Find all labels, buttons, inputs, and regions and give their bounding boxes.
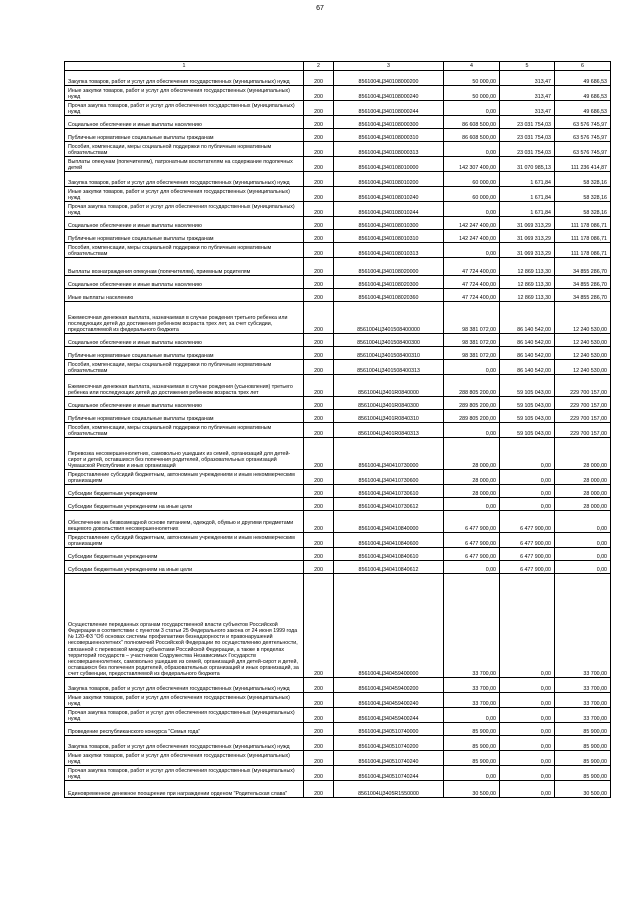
table-row bbox=[65, 101, 611, 116]
row-code-cell: 200 bbox=[304, 142, 334, 157]
row-amount-remaining-cell: 33 700,00 bbox=[555, 678, 611, 693]
row-code-cell: 200 bbox=[304, 276, 334, 289]
row-classification-code-cell: 8561004Ц340510740000 bbox=[334, 723, 444, 736]
row-name-cell: Закупка товаров, работ и услуг для обеспечения государственных (муниципальных) нужд bbox=[65, 678, 304, 693]
table-row bbox=[65, 410, 611, 423]
row-classification-code-cell: 8561004Ц340410730000 bbox=[334, 438, 444, 470]
row-amount-remaining-cell: 33 700,00 bbox=[555, 574, 611, 678]
row-classification-code-cell: 8561004Ц3401R0840300 bbox=[334, 397, 444, 410]
row-amount-remaining-cell: 229 700 157,00 bbox=[555, 410, 611, 423]
table-row bbox=[65, 736, 611, 751]
row-amount-approved-cell: 86 608 500,00 bbox=[444, 129, 500, 142]
row-name-cell: Выплаты вознаграждения опекунам (попечителям), приемным родителям bbox=[65, 258, 304, 276]
row-amount-approved-cell: 289 805 200,00 bbox=[444, 397, 500, 410]
row-code-cell: 200 bbox=[304, 693, 334, 708]
table-row bbox=[65, 347, 611, 360]
row-classification-code-cell: 8561004Ц340108000200 bbox=[334, 71, 444, 86]
row-name-cell: Ежемесячная денежная выплата, назначаемая в случае рождения третьего ребенка или последующих детей до достижения ребенком возраста трех лет, за счет субсидии, предоставляемой из федерального бюджета bbox=[65, 302, 304, 334]
row-amount-approved-cell: 289 805 200,00 bbox=[444, 410, 500, 423]
row-code-cell: 200 bbox=[304, 86, 334, 101]
row-classification-code-cell: 8561004Ц340108000313 bbox=[334, 142, 444, 157]
row-amount-executed-cell: 31 069 313,29 bbox=[500, 230, 555, 243]
row-amount-remaining-cell: 229 700 157,00 bbox=[555, 397, 611, 410]
row-amount-approved-cell: 47 724 400,00 bbox=[444, 289, 500, 302]
row-amount-remaining-cell: 111 236 414,87 bbox=[555, 157, 611, 172]
row-amount-executed-cell: 0,00 bbox=[500, 693, 555, 708]
row-amount-remaining-cell: 0,00 bbox=[555, 548, 611, 561]
row-code-cell: 200 bbox=[304, 302, 334, 334]
table-row bbox=[65, 397, 611, 410]
row-classification-code-cell: 8561004Ц340410730600 bbox=[334, 470, 444, 485]
row-amount-executed-cell: 59 105 043,00 bbox=[500, 423, 555, 438]
row-code-cell: 200 bbox=[304, 751, 334, 766]
row-amount-approved-cell: 142 247 400,00 bbox=[444, 230, 500, 243]
row-amount-approved-cell: 6 477 900,00 bbox=[444, 533, 500, 548]
row-classification-code-cell: 8561004Ц340510740200 bbox=[334, 736, 444, 751]
row-name-cell: Субсидии бюджетным учреждениям на иные цели bbox=[65, 561, 304, 574]
row-amount-approved-cell: 86 608 500,00 bbox=[444, 116, 500, 129]
row-code-cell: 200 bbox=[304, 548, 334, 561]
row-amount-executed-cell: 59 105 043,00 bbox=[500, 410, 555, 423]
row-amount-executed-cell: 0,00 bbox=[500, 708, 555, 723]
row-amount-executed-cell: 0,00 bbox=[500, 485, 555, 498]
table-row bbox=[65, 71, 611, 86]
row-amount-approved-cell: 6 477 900,00 bbox=[444, 511, 500, 533]
row-code-cell: 200 bbox=[304, 410, 334, 423]
row-amount-approved-cell: 85 900,00 bbox=[444, 723, 500, 736]
row-classification-code-cell: 8561004Ц3401R0840313 bbox=[334, 423, 444, 438]
row-code-cell: 200 bbox=[304, 766, 334, 781]
column-header: 4 bbox=[444, 62, 500, 71]
row-amount-remaining-cell: 85 900,00 bbox=[555, 751, 611, 766]
row-amount-executed-cell: 31 070 985,13 bbox=[500, 157, 555, 172]
row-amount-remaining-cell: 58 328,16 bbox=[555, 187, 611, 202]
table-row bbox=[65, 708, 611, 723]
row-classification-code-cell: 8561004Ц340108020360 bbox=[334, 289, 444, 302]
row-amount-executed-cell: 313,47 bbox=[500, 86, 555, 101]
row-code-cell: 200 bbox=[304, 708, 334, 723]
row-name-cell: Публичные нормативные социальные выплаты гражданам bbox=[65, 410, 304, 423]
row-name-cell: Иные выплаты населению bbox=[65, 289, 304, 302]
row-name-cell: Закупка товаров, работ и услуг для обеспечения государственных (муниципальных) нужд bbox=[65, 71, 304, 86]
row-code-cell: 200 bbox=[304, 71, 334, 86]
row-amount-approved-cell: 0,00 bbox=[444, 142, 500, 157]
row-name-cell: Прочая закупка товаров, работ и услуг для обеспечения государственных (муниципальных) нужд bbox=[65, 708, 304, 723]
row-name-cell: Социальное обеспечение и иные выплаты населению bbox=[65, 334, 304, 347]
table-row bbox=[65, 86, 611, 101]
row-classification-code-cell: 8561004Ц340410730610 bbox=[334, 485, 444, 498]
row-amount-remaining-cell: 33 700,00 bbox=[555, 693, 611, 708]
row-amount-approved-cell: 85 900,00 bbox=[444, 751, 500, 766]
row-name-cell: Социальное обеспечение и иные выплаты населению bbox=[65, 217, 304, 230]
row-amount-executed-cell: 0,00 bbox=[500, 736, 555, 751]
row-name-cell: Прочая закупка товаров, работ и услуг для обеспечения государственных (муниципальных) нужд bbox=[65, 202, 304, 217]
table-row bbox=[65, 511, 611, 533]
row-amount-executed-cell: 6 477 900,00 bbox=[500, 533, 555, 548]
row-name-cell: Единовременное денежное поощрение при награждении орденом "Родительская слава" bbox=[65, 781, 304, 798]
row-classification-code-cell: 8561004Ц340410840610 bbox=[334, 548, 444, 561]
row-amount-remaining-cell: 63 576 745,97 bbox=[555, 142, 611, 157]
row-amount-approved-cell: 30 500,00 bbox=[444, 781, 500, 798]
row-code-cell: 200 bbox=[304, 498, 334, 511]
table-row bbox=[65, 289, 611, 302]
row-classification-code-cell: 8561004Ц3401508400300 bbox=[334, 334, 444, 347]
row-name-cell: Социальное обеспечение и иные выплаты населению bbox=[65, 397, 304, 410]
row-amount-executed-cell: 0,00 bbox=[500, 470, 555, 485]
row-amount-approved-cell: 47 724 400,00 bbox=[444, 276, 500, 289]
row-amount-approved-cell: 0,00 bbox=[444, 202, 500, 217]
row-code-cell: 200 bbox=[304, 423, 334, 438]
row-amount-remaining-cell: 63 576 745,97 bbox=[555, 129, 611, 142]
row-amount-remaining-cell: 33 700,00 bbox=[555, 708, 611, 723]
row-classification-code-cell: 8561004Ц340510740240 bbox=[334, 751, 444, 766]
table-row bbox=[65, 129, 611, 142]
row-classification-code-cell: 8561004Ц340410730612 bbox=[334, 498, 444, 511]
column-header: 2 bbox=[304, 62, 334, 71]
row-name-cell: Публичные нормативные социальные выплаты гражданам bbox=[65, 347, 304, 360]
row-amount-approved-cell: 0,00 bbox=[444, 708, 500, 723]
row-amount-approved-cell: 85 900,00 bbox=[444, 736, 500, 751]
row-code-cell: 200 bbox=[304, 157, 334, 172]
row-amount-executed-cell: 12 869 113,30 bbox=[500, 258, 555, 276]
table-header-row bbox=[65, 62, 611, 71]
row-amount-remaining-cell: 58 328,16 bbox=[555, 202, 611, 217]
row-name-cell: Иные закупки товаров, работ и услуг для обеспечения государственных (муниципальных) нужд bbox=[65, 693, 304, 708]
table-row bbox=[65, 498, 611, 511]
row-amount-remaining-cell: 111 178 086,71 bbox=[555, 243, 611, 258]
row-name-cell: Субсидии бюджетным учреждениям на иные цели bbox=[65, 498, 304, 511]
column-header: 3 bbox=[334, 62, 444, 71]
row-amount-approved-cell: 142 247 400,00 bbox=[444, 217, 500, 230]
table-row bbox=[65, 217, 611, 230]
row-name-cell: Пособия, компенсации, меры социальной поддержки по публичным нормативным обязательствам bbox=[65, 360, 304, 375]
row-amount-executed-cell: 0,00 bbox=[500, 498, 555, 511]
row-classification-code-cell: 8561004Ц340108010240 bbox=[334, 187, 444, 202]
row-name-cell: Иные закупки товаров, работ и услуг для обеспечения государственных (муниципальных) нужд bbox=[65, 187, 304, 202]
row-amount-executed-cell: 31 069 313,29 bbox=[500, 243, 555, 258]
row-amount-remaining-cell: 34 855 286,70 bbox=[555, 289, 611, 302]
row-classification-code-cell: 8561004Ц3401508400000 bbox=[334, 302, 444, 334]
row-amount-executed-cell: 86 140 542,00 bbox=[500, 302, 555, 334]
row-classification-code-cell: 8561004Ц340410840000 bbox=[334, 511, 444, 533]
row-amount-approved-cell: 98 381 072,00 bbox=[444, 334, 500, 347]
row-amount-approved-cell: 33 700,00 bbox=[444, 574, 500, 678]
row-amount-executed-cell: 6 477 900,00 bbox=[500, 548, 555, 561]
row-name-cell: Публичные нормативные социальные выплаты гражданам bbox=[65, 230, 304, 243]
table-row bbox=[65, 561, 611, 574]
row-name-cell: Социальное обеспечение и иные выплаты населению bbox=[65, 276, 304, 289]
table-row bbox=[65, 375, 611, 397]
row-amount-approved-cell: 98 381 072,00 bbox=[444, 302, 500, 334]
row-code-cell: 200 bbox=[304, 202, 334, 217]
row-amount-approved-cell: 28 000,00 bbox=[444, 470, 500, 485]
row-amount-executed-cell: 0,00 bbox=[500, 751, 555, 766]
table-row bbox=[65, 723, 611, 736]
row-name-cell: Прочая закупка товаров, работ и услуг для обеспечения государственных (муниципальных) нужд bbox=[65, 101, 304, 116]
row-code-cell: 200 bbox=[304, 187, 334, 202]
row-amount-executed-cell: 86 140 542,00 bbox=[500, 334, 555, 347]
row-code-cell: 200 bbox=[304, 736, 334, 751]
table-row bbox=[65, 470, 611, 485]
row-amount-approved-cell: 60 000,00 bbox=[444, 187, 500, 202]
row-code-cell: 200 bbox=[304, 217, 334, 230]
row-code-cell: 200 bbox=[304, 574, 334, 678]
row-name-cell: Субсидии бюджетным учреждениям bbox=[65, 485, 304, 498]
row-classification-code-cell: 8561004Ц340108010244 bbox=[334, 202, 444, 217]
table-row bbox=[65, 423, 611, 438]
table-row bbox=[65, 751, 611, 766]
row-amount-executed-cell: 86 140 542,00 bbox=[500, 347, 555, 360]
row-code-cell: 200 bbox=[304, 723, 334, 736]
row-name-cell: Перевозка несовершеннолетних, самовольно ушедших из семей, организаций для детей-сирот и детей, оставшихся без попечения родителей, образовательных организаций Чувашской Республики и иных организаций bbox=[65, 438, 304, 470]
row-amount-executed-cell: 0,00 bbox=[500, 438, 555, 470]
row-name-cell: Обеспечение на безвозмездной основе питанием, одеждой, обувью и другими предметами вещевого довольствия несовершеннолетних bbox=[65, 511, 304, 533]
row-name-cell: Осуществление переданных органам государственной власти субъектов Российской Федерации в соответствии с пунктом 3 статьи 25 Федерального закона от 24 июня 1999 года № 120-ФЗ "Об основах системы профилактики безнадзорности и правонарушений несовершеннолетних" полномочий Российской Федерации по осуществлению деятельности, связанной с перевозкой между субъектами Российской Федерации, а также в пределах территорий государств – участников Содружества Независимых Государств несовершеннолетних, самовольно ушедших из семей, организаций для детей-сирот и детей, оставшихся без попечения родителей, образовательных организаций и иных организаций, за счет субвенции, предоставляемой из федерального бюджета bbox=[65, 574, 304, 678]
row-name-cell: Пособия, компенсации, меры социальной поддержки по публичным нормативным обязательствам bbox=[65, 423, 304, 438]
row-amount-remaining-cell: 0,00 bbox=[555, 561, 611, 574]
table-row bbox=[65, 157, 611, 172]
row-amount-remaining-cell: 85 900,00 bbox=[555, 736, 611, 751]
row-amount-executed-cell: 313,47 bbox=[500, 71, 555, 86]
row-classification-code-cell: 8561004Ц340459400200 bbox=[334, 678, 444, 693]
row-amount-executed-cell: 0,00 bbox=[500, 723, 555, 736]
row-name-cell: Закупка товаров, работ и услуг для обеспечения государственных (муниципальных) нужд bbox=[65, 736, 304, 751]
row-amount-executed-cell: 0,00 bbox=[500, 574, 555, 678]
page-number: 67 bbox=[316, 5, 324, 12]
row-amount-approved-cell: 33 700,00 bbox=[444, 678, 500, 693]
row-name-cell: Иные закупки товаров, работ и услуг для обеспечения государственных (муниципальных) нужд bbox=[65, 751, 304, 766]
row-amount-remaining-cell: 0,00 bbox=[555, 511, 611, 533]
row-code-cell: 200 bbox=[304, 397, 334, 410]
row-amount-approved-cell: 98 381 072,00 bbox=[444, 347, 500, 360]
row-amount-remaining-cell: 229 700 157,00 bbox=[555, 375, 611, 397]
row-code-cell: 200 bbox=[304, 334, 334, 347]
row-amount-approved-cell: 0,00 bbox=[444, 561, 500, 574]
row-amount-remaining-cell: 28 000,00 bbox=[555, 485, 611, 498]
row-amount-remaining-cell: 49 686,53 bbox=[555, 86, 611, 101]
table-row bbox=[65, 693, 611, 708]
row-classification-code-cell: 8561004Ц340510740244 bbox=[334, 766, 444, 781]
column-header: 1 bbox=[65, 62, 304, 71]
row-classification-code-cell: 8561004Ц3401508400313 bbox=[334, 360, 444, 375]
row-amount-executed-cell: 6 477 900,00 bbox=[500, 511, 555, 533]
row-amount-remaining-cell: 49 686,53 bbox=[555, 101, 611, 116]
row-amount-remaining-cell: 12 240 530,00 bbox=[555, 347, 611, 360]
row-amount-remaining-cell: 28 000,00 bbox=[555, 438, 611, 470]
row-amount-approved-cell: 50 000,00 bbox=[444, 71, 500, 86]
table-row bbox=[65, 230, 611, 243]
row-amount-approved-cell: 288 805 200,00 bbox=[444, 375, 500, 397]
row-amount-approved-cell: 50 000,00 bbox=[444, 86, 500, 101]
row-amount-approved-cell: 0,00 bbox=[444, 243, 500, 258]
table-row bbox=[65, 548, 611, 561]
row-amount-executed-cell: 23 031 754,03 bbox=[500, 142, 555, 157]
table-row bbox=[65, 766, 611, 781]
row-code-cell: 200 bbox=[304, 470, 334, 485]
row-amount-approved-cell: 6 477 900,00 bbox=[444, 548, 500, 561]
row-code-cell: 200 bbox=[304, 678, 334, 693]
row-amount-approved-cell: 0,00 bbox=[444, 498, 500, 511]
row-amount-approved-cell: 142 307 400,00 bbox=[444, 157, 500, 172]
row-amount-executed-cell: 0,00 bbox=[500, 678, 555, 693]
row-code-cell: 200 bbox=[304, 101, 334, 116]
row-amount-remaining-cell: 28 000,00 bbox=[555, 498, 611, 511]
row-amount-remaining-cell: 12 240 530,00 bbox=[555, 360, 611, 375]
row-amount-executed-cell: 1 671,84 bbox=[500, 202, 555, 217]
row-classification-code-cell: 8561004Ц3401508400310 bbox=[334, 347, 444, 360]
row-classification-code-cell: 8561004Ц340459400240 bbox=[334, 693, 444, 708]
row-amount-executed-cell: 12 869 113,30 bbox=[500, 289, 555, 302]
column-header: 6 bbox=[555, 62, 611, 71]
row-amount-remaining-cell: 58 328,16 bbox=[555, 172, 611, 187]
row-amount-executed-cell: 59 105 043,00 bbox=[500, 375, 555, 397]
table-row bbox=[65, 678, 611, 693]
row-code-cell: 200 bbox=[304, 172, 334, 187]
row-amount-remaining-cell: 30 500,00 bbox=[555, 781, 611, 798]
table-row bbox=[65, 533, 611, 548]
row-classification-code-cell: 8561004Ц340108000310 bbox=[334, 129, 444, 142]
table-row bbox=[65, 116, 611, 129]
row-classification-code-cell: 8561004Ц340459400244 bbox=[334, 708, 444, 723]
row-classification-code-cell: 8561004Ц340410840600 bbox=[334, 533, 444, 548]
row-classification-code-cell: 8561004Ц340108010313 bbox=[334, 243, 444, 258]
row-classification-code-cell: 8561004Ц340108010200 bbox=[334, 172, 444, 187]
column-header: 5 bbox=[500, 62, 555, 71]
row-name-cell: Предоставление субсидий бюджетным, автономным учреждениям и иным некоммерческим организациям bbox=[65, 533, 304, 548]
row-code-cell: 200 bbox=[304, 511, 334, 533]
table-row bbox=[65, 187, 611, 202]
row-classification-code-cell: 8561004Ц340108010000 bbox=[334, 157, 444, 172]
table-row bbox=[65, 276, 611, 289]
row-amount-executed-cell: 23 031 754,03 bbox=[500, 116, 555, 129]
row-amount-remaining-cell: 229 700 157,00 bbox=[555, 423, 611, 438]
row-classification-code-cell: 8561004Ц340410840612 bbox=[334, 561, 444, 574]
row-classification-code-cell: 8561004Ц3401R0840000 bbox=[334, 375, 444, 397]
row-classification-code-cell: 8561004Ц340108020300 bbox=[334, 276, 444, 289]
row-amount-approved-cell: 0,00 bbox=[444, 766, 500, 781]
row-code-cell: 200 bbox=[304, 230, 334, 243]
row-name-cell: Пособия, компенсации, меры социальной поддержки по публичным нормативным обязательствам bbox=[65, 243, 304, 258]
row-classification-code-cell: 8561004Ц340108010300 bbox=[334, 217, 444, 230]
row-name-cell: Проведение республиканского конкурса "Семья года" bbox=[65, 723, 304, 736]
table-row bbox=[65, 438, 611, 470]
row-amount-executed-cell: 31 069 313,29 bbox=[500, 217, 555, 230]
row-amount-executed-cell: 86 140 542,00 bbox=[500, 360, 555, 375]
row-amount-executed-cell: 1 671,84 bbox=[500, 187, 555, 202]
row-amount-remaining-cell: 0,00 bbox=[555, 533, 611, 548]
row-amount-approved-cell: 28 000,00 bbox=[444, 438, 500, 470]
row-code-cell: 200 bbox=[304, 485, 334, 498]
row-amount-approved-cell: 33 700,00 bbox=[444, 693, 500, 708]
table-row bbox=[65, 360, 611, 375]
row-name-cell: Ежемесячная денежная выплата, назначаемая в случае рождения (усыновления) третьего ребенка или последующих детей до достижения ребенком возраста трех лет bbox=[65, 375, 304, 397]
row-code-cell: 200 bbox=[304, 258, 334, 276]
row-code-cell: 200 bbox=[304, 360, 334, 375]
row-name-cell: Иные закупки товаров, работ и услуг для обеспечения государственных (муниципальных) нужд bbox=[65, 86, 304, 101]
row-amount-approved-cell: 28 000,00 bbox=[444, 485, 500, 498]
row-classification-code-cell: 8561004Ц3401R0840310 bbox=[334, 410, 444, 423]
row-classification-code-cell: 8561004Ц340108010310 bbox=[334, 230, 444, 243]
row-name-cell: Выплаты опекунам (попечителям), патронатным воспитателям на содержание подопечных детей bbox=[65, 157, 304, 172]
row-amount-executed-cell: 0,00 bbox=[500, 766, 555, 781]
table-row bbox=[65, 302, 611, 334]
row-code-cell: 200 bbox=[304, 375, 334, 397]
row-amount-approved-cell: 0,00 bbox=[444, 423, 500, 438]
row-amount-approved-cell: 0,00 bbox=[444, 360, 500, 375]
row-amount-remaining-cell: 85 900,00 bbox=[555, 766, 611, 781]
row-name-cell: Предоставление субсидий бюджетным, автономным учреждениям и иным некоммерческим организациям bbox=[65, 470, 304, 485]
row-amount-executed-cell: 313,47 bbox=[500, 101, 555, 116]
row-classification-code-cell: 8561004Ц340108020000 bbox=[334, 258, 444, 276]
row-amount-approved-cell: 60 000,00 bbox=[444, 172, 500, 187]
table-row bbox=[65, 142, 611, 157]
row-amount-remaining-cell: 63 576 745,97 bbox=[555, 116, 611, 129]
row-code-cell: 200 bbox=[304, 533, 334, 548]
row-amount-remaining-cell: 34 855 286,70 bbox=[555, 258, 611, 276]
table-row bbox=[65, 202, 611, 217]
table-row bbox=[65, 574, 611, 678]
row-amount-executed-cell: 59 105 043,00 bbox=[500, 397, 555, 410]
row-amount-executed-cell: 0,00 bbox=[500, 781, 555, 798]
row-name-cell: Прочая закупка товаров, работ и услуг для обеспечения государственных (муниципальных) нужд bbox=[65, 766, 304, 781]
row-code-cell: 200 bbox=[304, 347, 334, 360]
table-row bbox=[65, 243, 611, 258]
budget-table bbox=[64, 61, 611, 798]
row-classification-code-cell: 8561004Ц340108000240 bbox=[334, 86, 444, 101]
row-classification-code-cell: 8561004Ц340108000300 bbox=[334, 116, 444, 129]
row-amount-executed-cell: 6 477 900,00 bbox=[500, 561, 555, 574]
table-row bbox=[65, 781, 611, 798]
row-name-cell: Социальное обеспечение и иные выплаты населению bbox=[65, 116, 304, 129]
row-amount-executed-cell: 1 671,84 bbox=[500, 172, 555, 187]
row-classification-code-cell: 8561004Ц3405R1550000 bbox=[334, 781, 444, 798]
row-amount-remaining-cell: 12 240 530,00 bbox=[555, 302, 611, 334]
row-code-cell: 200 bbox=[304, 289, 334, 302]
table-row bbox=[65, 172, 611, 187]
row-classification-code-cell: 8561004Ц340108000244 bbox=[334, 101, 444, 116]
row-amount-approved-cell: 0,00 bbox=[444, 101, 500, 116]
table-row bbox=[65, 485, 611, 498]
row-amount-approved-cell: 47 724 400,00 bbox=[444, 258, 500, 276]
row-classification-code-cell: 8561004Ц340459400000 bbox=[334, 574, 444, 678]
row-name-cell: Пособия, компенсации, меры социальной поддержки по публичным нормативным обязательствам bbox=[65, 142, 304, 157]
row-amount-remaining-cell: 28 000,00 bbox=[555, 470, 611, 485]
row-code-cell: 200 bbox=[304, 116, 334, 129]
row-amount-remaining-cell: 111 178 086,71 bbox=[555, 230, 611, 243]
row-amount-remaining-cell: 12 240 530,00 bbox=[555, 334, 611, 347]
row-amount-remaining-cell: 49 686,53 bbox=[555, 71, 611, 86]
row-code-cell: 200 bbox=[304, 781, 334, 798]
row-name-cell: Субсидии бюджетным учреждениям bbox=[65, 548, 304, 561]
row-amount-remaining-cell: 85 900,00 bbox=[555, 723, 611, 736]
row-code-cell: 200 bbox=[304, 561, 334, 574]
table-row bbox=[65, 334, 611, 347]
row-name-cell: Закупка товаров, работ и услуг для обеспечения государственных (муниципальных) нужд bbox=[65, 172, 304, 187]
row-code-cell: 200 bbox=[304, 129, 334, 142]
row-code-cell: 200 bbox=[304, 243, 334, 258]
row-amount-remaining-cell: 111 178 086,71 bbox=[555, 217, 611, 230]
row-name-cell: Публичные нормативные социальные выплаты гражданам bbox=[65, 129, 304, 142]
table-row bbox=[65, 258, 611, 276]
row-amount-remaining-cell: 34 855 286,70 bbox=[555, 276, 611, 289]
row-amount-executed-cell: 12 869 113,30 bbox=[500, 276, 555, 289]
row-code-cell: 200 bbox=[304, 438, 334, 470]
row-amount-executed-cell: 23 031 754,03 bbox=[500, 129, 555, 142]
